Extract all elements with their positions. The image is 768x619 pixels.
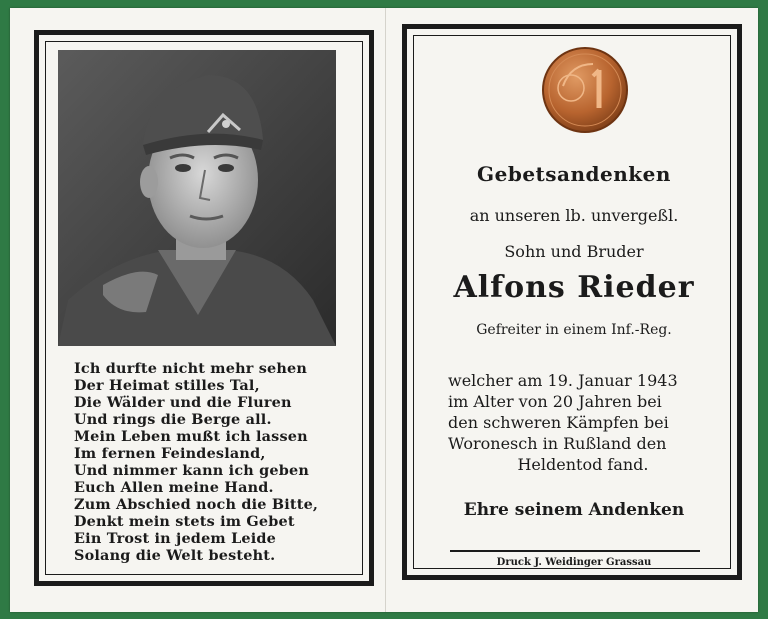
notice-line: Woronesch in Rußland den: [448, 434, 667, 453]
memorial-poem: [74, 360, 354, 564]
notice-line: Heldentod fand.: [517, 455, 649, 474]
divider-rule: [450, 550, 700, 552]
poem-line: Und nimmer kann ich geben: [74, 462, 310, 479]
deceased-name: Alfons Rieder: [453, 270, 695, 305]
notice-line: welcher am 19. Januar 1943: [448, 371, 678, 390]
poem-line: Ich durfte nicht mehr sehen: [74, 360, 308, 377]
poem-line: Solang die Welt besteht.: [74, 547, 276, 564]
memorial-motto: Ehre seinem Andenken: [463, 500, 685, 520]
poem-line: Der Heimat stilles Tal,: [74, 377, 260, 394]
poem-line: Euch Allen meine Hand.: [74, 479, 274, 496]
one-cent-coin: [541, 46, 629, 134]
notice-line: den schweren Kämpfen bei: [448, 413, 669, 432]
poem-line: Und rings die Berge all.: [74, 411, 272, 428]
dedication-line: an unseren lb. unvergeßl.: [469, 206, 679, 225]
printer-imprint: Druck J. Weidinger Grassau: [496, 557, 652, 568]
poem-line: Die Wälder und die Fluren: [74, 394, 292, 411]
poem-line: Denkt mein stets im Gebet: [74, 513, 295, 530]
poem-line: Im fernen Feindesland,: [74, 445, 266, 462]
military-rank: Gefreiter in einem Inf.-Reg.: [476, 322, 672, 338]
soldier-portrait-photo: [58, 50, 336, 346]
relation-line: Sohn und Bruder: [504, 242, 644, 261]
card-fold: [385, 8, 386, 612]
death-notice-text: [448, 370, 718, 475]
card-heading: Gebetsandenken: [477, 162, 671, 186]
poem-line: Mein Leben mußt ich lassen: [74, 428, 308, 445]
notice-line: im Alter von 20 Jahren bei: [448, 392, 662, 411]
poem-line: Zum Abschied noch die Bitte,: [74, 496, 319, 513]
poem-line: Ein Trost in jedem Leide: [74, 530, 277, 547]
